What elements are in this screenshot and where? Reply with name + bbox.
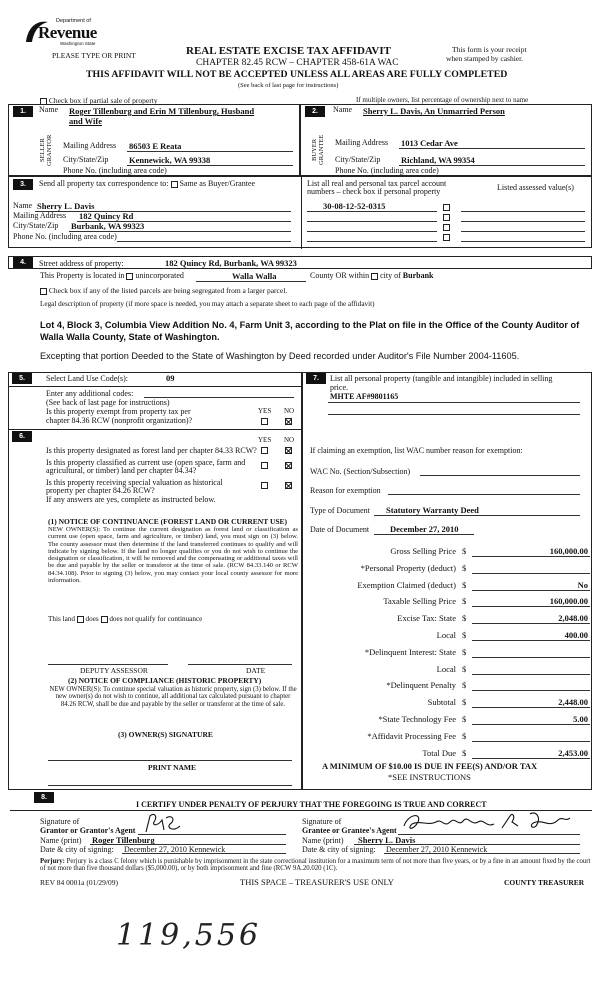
corr-name: Sherry L. Davis: [37, 201, 95, 211]
treasurer-space: THIS SPACE – TREASURER'S USE ONLY: [240, 877, 394, 887]
doc-date-label: Date of Document: [310, 525, 370, 534]
fee-value[interactable]: [472, 563, 590, 574]
sec5-see-back: (See back of last page for instructions): [46, 398, 170, 407]
buyer-city-label: City/State/Zip: [335, 155, 381, 164]
grantor-name-label: Name (print): [40, 836, 82, 845]
seller-section: [8, 104, 300, 176]
multi-owner-note: If multiple owners, list percentage of ownership next to name: [356, 96, 529, 104]
form-title: REAL ESTATE EXCISE TAX AFFIDAVIT: [186, 45, 391, 57]
buyer-name-label: Name: [333, 105, 353, 114]
within-city-checkbox[interactable]: [371, 273, 378, 280]
dor-logo: [22, 14, 102, 48]
fee-value[interactable]: [472, 680, 590, 691]
fee-row: [302, 546, 594, 560]
fee-label: Taxable Selling Price: [383, 596, 456, 607]
historic-question-2: property per chapter 84.26 RCW?: [46, 486, 155, 495]
fee-row: [302, 714, 594, 728]
grantee-sig-label-1: Signature of: [302, 817, 342, 826]
section-6-tag: 6.: [12, 431, 32, 442]
fee-row: [302, 664, 594, 678]
current-use-no-checkbox[interactable]: [285, 462, 292, 469]
fee-currency: $: [462, 730, 467, 741]
fee-value[interactable]: 160,000.00: [472, 546, 590, 557]
fee-value[interactable]: 2,448.00: [472, 697, 590, 708]
grantee-name: Sherry L. Davis: [358, 835, 416, 845]
personal-property-label-2: price.: [330, 383, 348, 392]
additional-codes-label: Enter any additional codes:: [46, 389, 134, 398]
exempt-no-checkbox[interactable]: [285, 418, 292, 425]
current-use-yes-checkbox[interactable]: [261, 462, 268, 469]
reason-label: Reason for exemption: [310, 486, 381, 495]
seller-phone-label: Phone No. (including area code): [63, 166, 167, 175]
buyer-section: [300, 104, 592, 176]
compliance-text: NEW OWNER(S): To continue special valuation as historic property, sign (3) below. If the new owner(s) do not wish to continue, all additional tax calculated pursuant to chapter 84.26 RCW, shall be due and payable by the seller or transferor at the time of sale.: [49, 686, 297, 708]
buyer-city: Richland, WA 99354: [401, 155, 475, 165]
street-address-row: [8, 256, 592, 269]
logo-line1: Department of: [56, 18, 91, 24]
seller-name-label: Name: [39, 105, 59, 114]
fee-currency: $: [462, 714, 467, 724]
fee-value[interactable]: 2,048.00: [472, 613, 590, 624]
fee-row: [302, 580, 594, 594]
continuance-row: This land does does not qualify for continuance: [48, 615, 203, 623]
corr-city: Burbank, WA 99323: [71, 221, 145, 231]
land-does-checkbox[interactable]: [77, 616, 84, 623]
historic-no-checkbox[interactable]: [285, 482, 292, 489]
fee-label: Excise Tax: State: [397, 613, 456, 624]
corr-phone-label: Phone No. (including area code): [13, 232, 117, 241]
parcel-4-personal-checkbox[interactable]: [443, 234, 450, 241]
seller-mailing: 86503 E Reata: [129, 141, 182, 151]
fee-row: [302, 748, 594, 762]
corr-mailing: 182 Quincy Rd: [79, 211, 134, 221]
seller-side-label: SELLER GRANTOR: [39, 134, 53, 166]
fee-currency: $: [462, 579, 467, 590]
fee-label: *Affidavit Processing Fee: [367, 730, 456, 741]
fee-value[interactable]: [472, 647, 590, 658]
print-name-line[interactable]: [48, 785, 292, 786]
grantor-signature[interactable]: [140, 810, 190, 836]
legal-description-2: Walla Walla County, State of Washington.: [40, 332, 220, 342]
grantor-date: December 27, 2010 Kennewick: [124, 845, 226, 854]
seller-name-line1: Roger Tillenburg and Erin M Tillenburg, Husband: [69, 106, 255, 116]
exemption-label: If claiming an exemption, list WAC number reason for exemption:: [310, 446, 523, 455]
parcel-number: 30-08-12-52-0315: [323, 201, 386, 211]
fee-currency: $: [462, 562, 467, 573]
continuance-title: (1) NOTICE OF CONTINUANCE (FOREST LAND OR CURRENT USE): [48, 517, 288, 526]
fee-label: *Delinquent Penalty: [386, 680, 456, 691]
county-or-label: County OR within city of Burbank: [310, 271, 434, 280]
grantor-name: Roger Tillenburg: [92, 835, 155, 845]
fee-currency: $: [462, 663, 467, 674]
corr-mailing-label: Mailing Address: [13, 211, 67, 220]
fee-row: [302, 563, 594, 577]
land-does-not-checkbox[interactable]: [101, 616, 108, 623]
grantor-date-label: Date & city of signing:: [40, 845, 114, 854]
fee-currency: $: [462, 646, 467, 657]
continuance-text: NEW OWNER(S): To continue the current designation as forest land or classification as current use (open space, farm and agriculture, or timber) land, you must sign on (3) below. The county assessor must then determine if the land transferred continues to qualify and will indicate by signing below. If the land no longer qualifies or you do not wish to continue the designation or classification, it will be removed and the compensating or additional taxes will be due and payable by the seller or transferor at the time of sale. (RCW 84.33.140 or RCW 84.34.108). Prior to signing (3) below, you may contact your local county assessor for more information.: [48, 526, 298, 584]
receipt-note-2: when stamped by cashier.: [446, 54, 524, 63]
county-treasurer: COUNTY TREASURER: [504, 878, 585, 887]
fee-value[interactable]: [472, 731, 590, 742]
section-4-tag: 4.: [13, 257, 33, 268]
county-name: Walla Walla: [232, 271, 277, 281]
exempt-yes-checkbox[interactable]: [261, 418, 268, 425]
fee-row: [302, 731, 594, 745]
segregated-checkbox[interactable]: [40, 288, 47, 295]
exempt-question-2: chapter 84.36 RCW (nonprofit organization)?: [46, 416, 193, 425]
street-label: Street address of property:: [39, 259, 124, 268]
section-3-tag: 3.: [13, 179, 33, 190]
fee-currency: $: [462, 546, 467, 556]
fee-row: [302, 613, 594, 627]
forest-question: Is this property designated as forest land per chapter 84.33 RCW?: [46, 446, 257, 455]
section-7-tag: 7.: [306, 373, 326, 384]
street-address: 182 Quincy Rd, Burbank, WA 99323: [165, 258, 297, 268]
unincorporated-checkbox[interactable]: [126, 273, 133, 280]
section-8-tag: 8.: [34, 792, 54, 803]
fee-currency: $: [462, 596, 467, 607]
yes-answers-note: If any answers are yes, complete as instructed below.: [46, 495, 216, 504]
fee-currency: $: [462, 747, 467, 758]
current-use-question-2: agricultural, or timber) land per chapter 84.34?: [46, 466, 197, 475]
fee-currency: $: [462, 613, 467, 624]
grantee-name-label: Name (print): [302, 836, 344, 845]
fee-label: *State Technology Fee: [378, 714, 456, 724]
parcel-2-personal-checkbox[interactable]: [443, 214, 450, 221]
fee-value[interactable]: [472, 664, 590, 675]
owner-signature-label: (3) OWNER(S) SIGNATURE: [118, 730, 213, 739]
fee-value[interactable]: No: [472, 580, 590, 591]
logo-line3: Washington State: [60, 41, 96, 46]
partial-sale-label: Check box if partial sale of property: [48, 96, 158, 105]
current-use-question-1: Is this property classified as current use (open space, farm and: [46, 458, 246, 467]
section-2-tag: 2.: [305, 106, 325, 117]
buyer-name: Sherry L. Davis, An Unmarried Person: [363, 106, 505, 116]
sec5-yes-header: YES: [258, 407, 272, 415]
sec6-no-header: NO: [284, 436, 295, 444]
doc-date: December 27, 2010: [390, 524, 459, 534]
fee-label: *Personal Property (deduct): [360, 562, 456, 573]
buyer-mailing: 1013 Cedar Ave: [401, 138, 458, 148]
form-chapter: CHAPTER 82.45 RCW – CHAPTER 458-61A WAC: [196, 58, 399, 68]
fee-currency: $: [462, 680, 467, 691]
fee-row: [302, 647, 594, 661]
parcel-3-personal-checkbox[interactable]: [443, 224, 450, 231]
forest-yes-checkbox[interactable]: [261, 447, 268, 454]
doc-type-label: Type of Document: [310, 506, 370, 515]
located-row: This Property is located in unincorporated: [40, 271, 184, 280]
fee-label: Subtotal: [427, 697, 456, 708]
corr-name-label: Name: [13, 201, 33, 210]
fee-label: *Delinquent Interest: State: [364, 646, 456, 657]
see-instructions: *SEE INSTRUCTIONS: [388, 772, 471, 782]
buyer-mailing-label: Mailing Address: [335, 138, 389, 147]
wac-label: WAC No. (Section/Subsection): [310, 467, 411, 476]
receipt-note-1: This form is your receipt: [452, 45, 527, 54]
logo-word: Revenue: [38, 23, 97, 42]
parcel-label-2: numbers – check box if personal property: [307, 187, 441, 196]
historic-question-1: Is this property receiving special valuation as historical: [46, 478, 223, 487]
section-1-tag: 1.: [13, 106, 33, 117]
grantee-signature[interactable]: [398, 808, 574, 836]
see-back-note: (See back of last page for instructions): [238, 82, 339, 89]
parcel-label-1: List all real and personal tax parcel account: [307, 179, 447, 188]
legal-description-label: Legal description of property (if more space is needed, you may attach a separate sheet to each page of the affidavit): [40, 300, 375, 308]
fee-row: [302, 596, 594, 610]
perjury-text: Perjury: Perjury is a class C felony which is punishable by imprisonment in the state correctional institution for a maximum term of not more than five years, or by a fine in an amount fixed by the court of not more than five thousand dollars ($5,000.00), or by both imprisonment and fine (RCW 9A.20.020 (1C).: [40, 858, 591, 873]
fee-value[interactable]: 400.00: [472, 630, 590, 641]
grantor-sig-label-1: Signature of: [40, 817, 80, 826]
sec5-no-header: NO: [284, 407, 295, 415]
seller-name-line2: and Wife: [69, 116, 102, 126]
historic-yes-checkbox[interactable]: [261, 482, 268, 489]
fee-row: [302, 680, 594, 694]
seller-city-label: City/State/Zip: [63, 155, 109, 164]
handwritten-number: 119,556: [116, 918, 262, 953]
fee-row: [302, 697, 594, 711]
parcel-1-personal-checkbox[interactable]: [443, 204, 450, 211]
seller-city: Kennewick, WA 99338: [129, 155, 211, 165]
city-name: Burbank: [402, 271, 434, 280]
sec6-yes-header: YES: [258, 436, 272, 444]
forest-no-checkbox[interactable]: [285, 447, 292, 454]
fee-value[interactable]: 160,000.00: [472, 596, 590, 607]
deputy-date-label: DATE: [246, 666, 266, 675]
section-5-tag: 5.: [12, 373, 32, 384]
please-print: PLEASE TYPE OR PRINT: [52, 51, 136, 60]
fee-row: [302, 630, 594, 644]
exempt-question-1: Is this property exempt from property tax per: [46, 407, 191, 416]
certify-statement: I CERTIFY UNDER PENALTY OF PERJURY THAT THE FOREGOING IS TRUE AND CORRECT: [136, 800, 487, 809]
buyer-phone-label: Phone No. (including area code): [335, 166, 439, 175]
owner-signature-line[interactable]: [48, 760, 292, 761]
buyer-side-label: BUYER GRANTEE: [311, 134, 325, 166]
send-label: Send all property tax correspondence to: Same as Buyer/Grantee: [39, 179, 256, 188]
print-name-label: PRINT NAME: [148, 763, 196, 772]
fee-value[interactable]: 5.00: [472, 714, 590, 725]
fee-label: Local: [436, 663, 456, 674]
assessed-label: Listed assessed value(s): [497, 183, 574, 192]
personal-property-value: MHTE AF#9801165: [330, 392, 399, 401]
corr-city-label: City/State/Zip: [13, 221, 59, 230]
land-use-label: Select Land Use Code(s):: [46, 374, 128, 383]
land-use-code: 09: [166, 373, 175, 383]
seller-mailing-label: Mailing Address: [63, 141, 117, 150]
fee-currency: $: [462, 697, 467, 708]
doc-type: Statutory Warranty Deed: [386, 505, 479, 515]
deputy-assessor-label: DEPUTY ASSESSOR: [80, 666, 148, 675]
grantee-sig-label-2: Grantee or Grantee's Agent: [302, 826, 397, 835]
warning-banner: THIS AFFIDAVIT WILL NOT BE ACCEPTED UNLESS ALL AREAS ARE FULLY COMPLETED: [86, 69, 508, 80]
fee-value[interactable]: 2,453.00: [472, 748, 590, 759]
compliance-title: (2) NOTICE OF COMPLIANCE (HISTORIC PROPERTY): [68, 676, 262, 685]
fee-label: Total Due: [422, 747, 456, 758]
rev-number: REV 84 0001a (01/29/09): [40, 878, 118, 887]
fee-label: Local: [436, 630, 456, 640]
minimum-fee-note: A MINIMUM OF $10.00 IS DUE IN FEE(S) AND/OR TAX: [322, 761, 538, 771]
correspondence-section: [8, 176, 592, 248]
fee-label: Gross Selling Price: [390, 546, 456, 556]
legal-description-3: Excepting that portion Deeded to the State of Washington by Deed recorded under Auditor's File Number 2004-11605.: [40, 351, 520, 361]
segregated-row: Check box if any of the listed parcels are being segregated from a larger parcel.: [40, 286, 287, 295]
grantee-date: December 27, 2010 Kennewick: [386, 845, 488, 854]
same-as-buyer-checkbox[interactable]: [171, 181, 178, 188]
fee-currency: $: [462, 630, 467, 640]
fee-label: Exemption Claimed (deduct): [357, 579, 456, 590]
grantee-date-label: Date & city of signing:: [302, 845, 376, 854]
legal-description-1: Lot 4, Block 3, Columbia View Addition No. 4, Farm Unit 3, according to the Plat on file in the Office of the County Auditor of: [40, 320, 580, 330]
personal-property-label-1: List all personal property (tangible and intangible) included in selling: [330, 374, 553, 383]
grantor-sig-label-2: Grantor or Grantor's Agent: [40, 826, 136, 835]
